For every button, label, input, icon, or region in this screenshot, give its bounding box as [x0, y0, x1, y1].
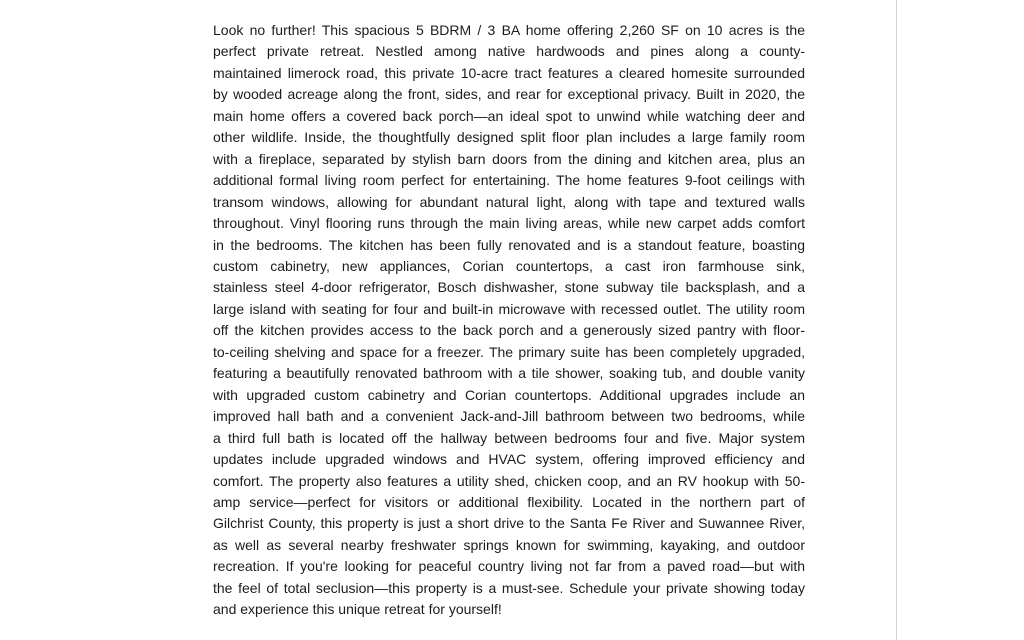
text-line: as well as several nearby freshwater springs known for swimming, kayaking, and outdoor — [213, 536, 805, 553]
text-line: throughout. Vinyl flooring runs through the main living areas, while new carpet adds comfort — [213, 215, 805, 232]
text-line: Look no further! This spacious 5 BDRM / 3 BA home offering 2,260 SF on 10 acres is the — [213, 22, 805, 38]
text-line: transom windows, allowing for abundant natural light, along with tape and textured walls — [213, 193, 805, 210]
text-line: and experience this unique retreat for yourself! — [213, 601, 502, 618]
text-line: with a fireplace, separated by stylish barn doors from the dining and kitchen area, plus an — [213, 150, 805, 167]
text-line: stainless steel 4-door refrigerator, Bosch dishwasher, stone subway tile backsplash, and a — [213, 279, 805, 296]
text-line: Gilchrist County, this property is just a short drive to the Santa Fe River and Suwannee River, — [213, 515, 805, 532]
listing-description-paragraph — [213, 20, 805, 621]
text-line: with upgraded custom cabinetry and Corian countertops. Additional upgrades include an — [213, 386, 805, 403]
text-line: improved hall bath and a convenient Jack-and-Jill bathroom between two bedrooms, while — [213, 408, 805, 425]
text-line: a third full bath is located off the hallway between bedrooms four and five. Major system — [213, 429, 805, 446]
text-line: maintained limerock road, this private 10-acre tract features a cleared homesite surrounded — [213, 64, 805, 81]
text-line: the feel of total seclusion—this property is a must-see. Schedule your private showing today — [213, 579, 805, 596]
text-line: large island with seating for four and built-in microwave with recessed outlet. The utility room — [213, 300, 805, 317]
text-line: main home offers a covered back porch—an ideal spot to unwind while watching deer and — [213, 107, 805, 124]
text-line: additional formal living room perfect for entertaining. The home features 9-foot ceilings with — [213, 172, 805, 189]
text-line: by wooded acreage along the front, sides, and rear for exceptional privacy. Built in 2020, the — [213, 86, 805, 103]
text-line: custom cabinetry, new appliances, Corian countertops, a cast iron farmhouse sink, — [213, 257, 805, 274]
text-line: off the kitchen provides access to the back porch and a generously sized pantry with floor- — [213, 322, 805, 339]
text-line: recreation. If you're looking for peaceful country living not far from a paved road—but with — [213, 558, 805, 575]
text-line: in the bedrooms. The kitchen has been fully renovated and is a standout feature, boasting — [213, 236, 805, 253]
page-right-edge-divider — [896, 0, 897, 640]
text-line: perfect private retreat. Nestled among native hardwoods and pines along a county- — [213, 43, 805, 60]
text-line: other wildlife. Inside, the thoughtfully designed split floor plan includes a large family room — [213, 129, 805, 146]
text-line: amp service—perfect for visitors or additional flexibility. Located in the northern part of — [213, 493, 805, 510]
text-line: to-ceiling shelving and space for a freezer. The primary suite has been completely upgraded, — [213, 343, 805, 360]
text-line: updates include upgraded windows and HVAC system, offering improved efficiency and — [213, 451, 805, 468]
text-line: comfort. The property also features a utility shed, chicken coop, and an RV hookup with 50- — [213, 472, 805, 489]
text-line: featuring a beautifully renovated bathroom with a tile shower, soaking tub, and double vanity — [213, 365, 805, 382]
